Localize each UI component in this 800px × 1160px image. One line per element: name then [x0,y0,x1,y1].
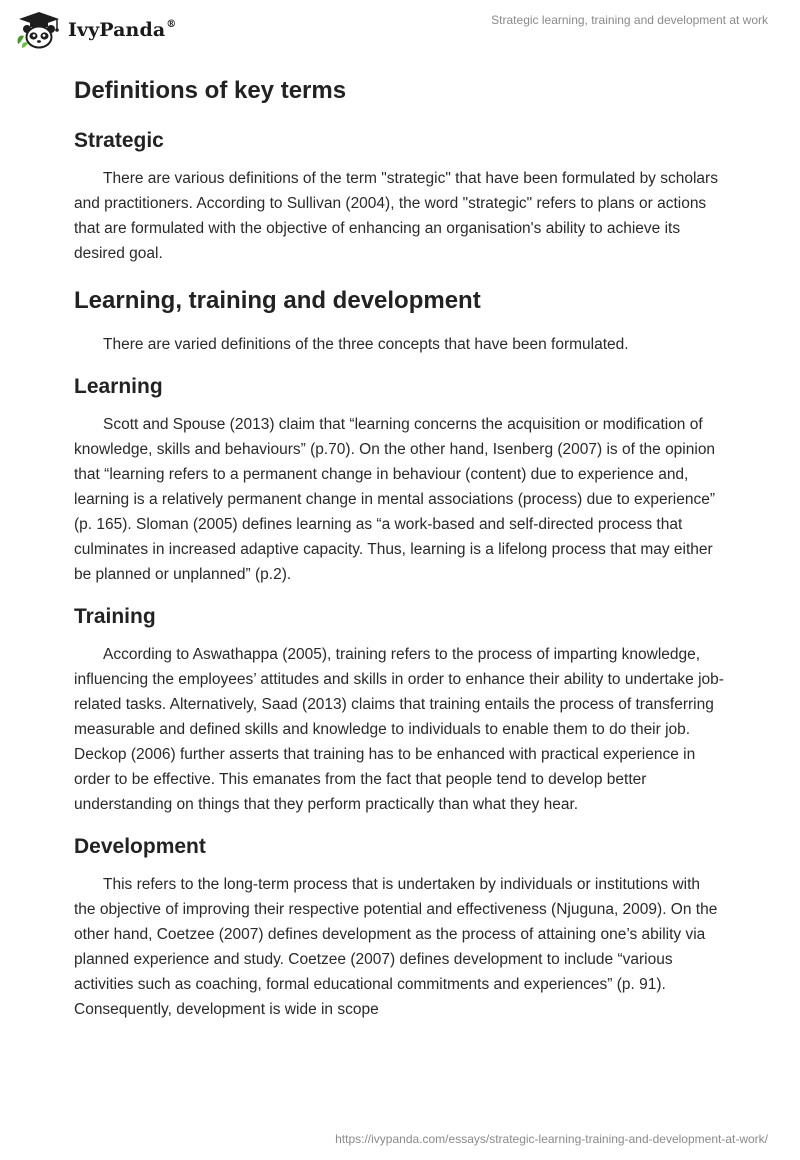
paragraph-learning: Scott and Spouse (2013) claim that “learning concerns the acquisition or modification of knowledge, skills and behaviours” (p.70). On the other hand, Isenberg (2007) is of the opinion that “learning refers to a permanent change in behaviour (content) due to experience and, learning is a relatively permanent change in mental associations (process) due to experience” (p. 165). Sloman (2005) defines learning as “a work-based and self-directed process that culminates in increased adaptive capacity. Thus, learning is a lifelong process that may either be planned or unplanned” (p.2). [74,416,716,583]
paragraph-ltd: There are varied definitions of the three concepts that have been formulated. [103,336,629,353]
ivypanda-logo[interactable] [14,10,176,50]
brand-name: IvyPanda® [68,19,177,41]
essay-content [74,71,724,1022]
paragraph-strategic: There are various definitions of the term "strategic" that have been formulated by scholars and practitioners. According to Sullivan (2004), the word "strategic" refers to plans or actions that are formulated with the objective of enhancing an organisation's ability to achieve its desired goal. [74,170,718,262]
paragraph-training: According to Aswathappa (2005), training refers to the process of imparting knowledge, influencing the employees’ attitudes and skills in order to enhance their ability to undertake job-related tasks. Alternatively, Saad (2013) claims that training entails the process of transferring measurable and defined skills and knowledge to individuals to enable them to do their job. Deckop (2006) further asserts that training has to be enhanced with practical experience in order to be effective. This emanates from the fact that people tend to develop better understanding on things that they perform practically than what they hear. [74,646,724,813]
heading-learning: Learning [74,375,163,398]
page-header [0,0,800,60]
heading-learning-training-development: Learning, training and development [74,287,481,314]
heading-strategic: Strategic [74,129,164,152]
paragraph-development: This refers to the long-term process that is undertaken by individuals or institutions with the objective of improving their respective potential and effectiveness (Njuguna, 2009). On the other hand, Coetzee (2007) defines development as the process of attaining one’s ability via planned experience and study. Coetzee (2007) defines development to include “various activities such as coaching, formal educational commitments and experiences” (p. 91). Consequently, development is wide in scope [74,876,718,1018]
running-title: Strategic learning, training and development at work [491,13,768,27]
section-title-definitions: Definitions of key terms [74,77,347,104]
heading-development: Development [74,835,206,858]
heading-training: Training [74,605,156,628]
panda-graduate-icon [14,10,64,50]
source-url[interactable]: https://ivypanda.com/essays/strategic-learning-training-and-development-at-work/ [335,1132,768,1146]
